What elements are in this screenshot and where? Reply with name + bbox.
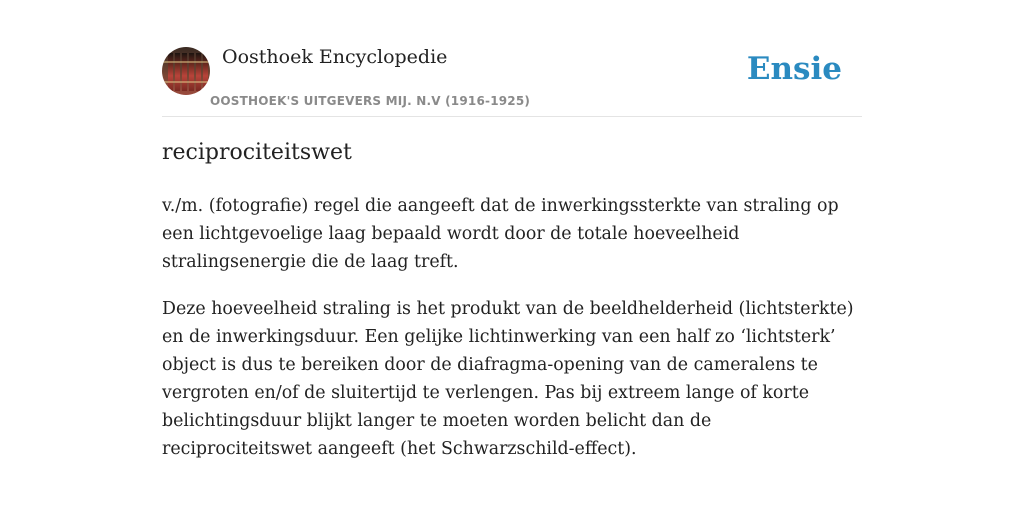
source-header bbox=[162, 46, 862, 117]
book-spine-decoration bbox=[189, 53, 194, 91]
book-spine-decoration bbox=[175, 53, 180, 91]
book-spine-decoration bbox=[168, 53, 173, 91]
publisher-label: OOSTHOEK'S UITGEVERS MIJ. N.V (1916-1925) bbox=[210, 94, 531, 108]
book-spine-decoration bbox=[196, 53, 201, 91]
source-avatar[interactable] bbox=[162, 47, 210, 95]
brand-logo[interactable]: Ensie bbox=[746, 51, 842, 87]
entry-headword: reciprociteitswet bbox=[162, 140, 352, 165]
entry-paragraph: v./m. (fotografie) regel die aangeeft dat de inwerkingssterkte van straling op een lichtgevoelige laag bepaald wordt door de totale hoeveelheid stralingsenergie die de laag treft. bbox=[162, 196, 839, 272]
book-spine-decoration bbox=[203, 53, 208, 91]
book-spine-decoration bbox=[182, 53, 187, 91]
entry-paragraph: Deze hoeveelheid straling is het produkt van de beeldhelderheid (lichtsterkte) en de inwerkingsduur. Een gelijke lichtinwerking van een half zo ‘lichtsterk’ object is dus te bereiken door de diafragma-opening van de cameralens te vergroten en/of de sluitertijd te verlengen. Pas bij extreem lange of korte belichtingsduur blijkt langer te moeten worden belicht dan de reciprociteitswet aangeeft (het Schwarzschild-effect). bbox=[162, 299, 854, 459]
book-band-decoration bbox=[162, 81, 210, 83]
source-title[interactable]: Oosthoek Encyclopedie bbox=[222, 46, 448, 68]
book-band-decoration bbox=[162, 61, 210, 63]
entry-body bbox=[162, 192, 862, 482]
